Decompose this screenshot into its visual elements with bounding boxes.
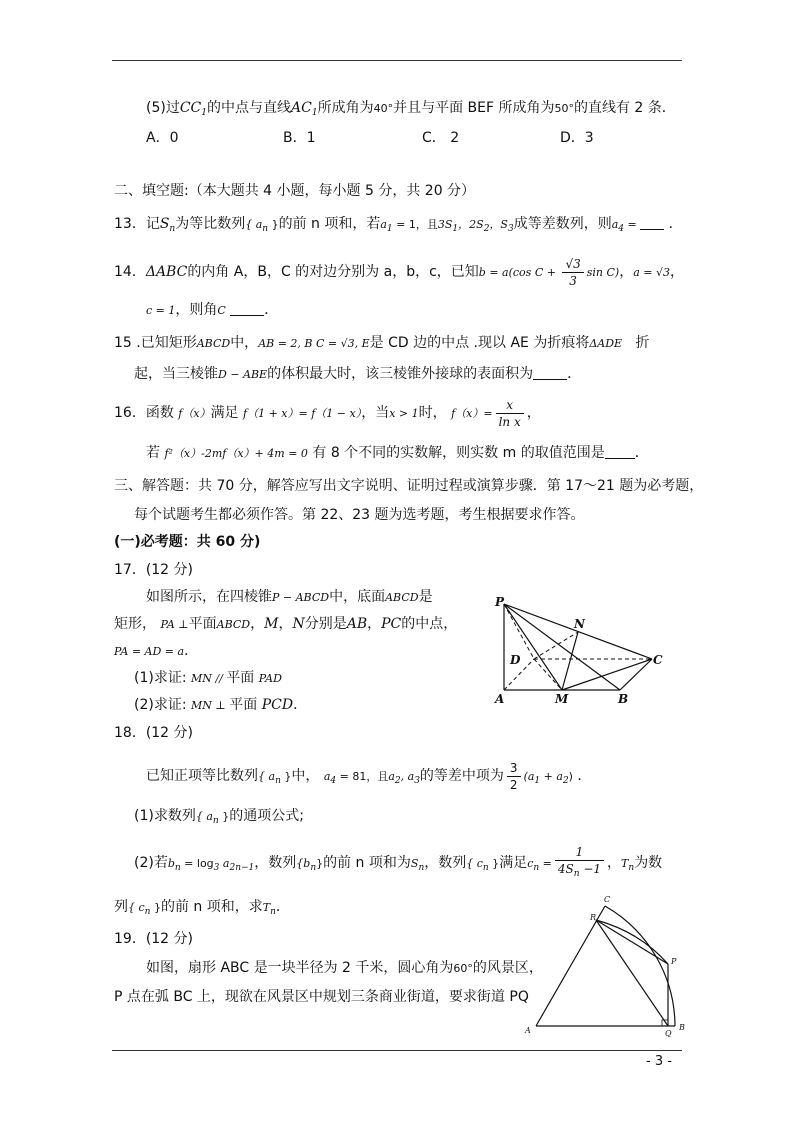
q14-fraction: $\frac{√3}{3}$ (562, 256, 583, 289)
section2-title: 二、填空题:（本大题共 4 小题，每小题 5 分，共 20 分） (114, 183, 476, 199)
header-rule (112, 60, 682, 61)
q18-cn-fraction: $\frac{1}{4S_n -1}$ (555, 844, 604, 882)
radius-ac (536, 906, 605, 1026)
edge-bc (620, 659, 652, 690)
q16-line-1: 16．函数 f（x）满足 f（1 + x）= f（1 − x），当x > 1时， f（x）= $\frac{x}{\text{ln x}}$ ， (114, 397, 541, 429)
label-c: C (604, 895, 611, 904)
label-b: B (618, 692, 629, 706)
edge-pb (504, 604, 620, 690)
label-d: D (510, 653, 521, 667)
q5-option-d: D．3 (560, 130, 594, 146)
q5-option-a: A．0 (146, 130, 179, 146)
label-r: R (590, 913, 597, 922)
label-a: A (495, 692, 505, 706)
section3-line-2: 每个试题考生都必须作答。第 22、23 题为选考题，考生根据要求作答。 (134, 507, 585, 523)
q14-answer-blank (230, 301, 264, 316)
q17-line-1: 如图所示，在四棱锥P − ABCD中，底面ABCD是 (146, 589, 433, 605)
label-q: Q (665, 1029, 672, 1037)
q16-answer-blank (605, 444, 635, 459)
q19-header: 19．(12 分) (114, 931, 194, 947)
q15-answer-blank (533, 365, 567, 380)
arc-bc (605, 906, 675, 1026)
q13-line: 13．记$S_n$为等比数列{ $a_n$ }的前 n 项和，若$a_1 = 1$，且$3S_1$，$2S_2$，$S_3$成等差数列，则$a_4$ = ． (114, 216, 683, 234)
q17-line-3: PA = AD = a． (114, 643, 199, 659)
label-a: A (525, 1026, 531, 1035)
label-p: P (495, 595, 505, 609)
label-b: B (679, 1023, 685, 1032)
q18-part-1: (1)求数列{ $a_n$ }的通项公式; (134, 808, 304, 826)
label-c: C (653, 653, 663, 667)
q18-line-1: 已知正项等比数列{ $a_n$ }中， $a_4 = 81$，且$a_2$, $a_3$的等差中项为 $\frac{3}{2}$ $(a_1 + a_2)$ ． (146, 760, 592, 792)
footer-rule (112, 1050, 682, 1051)
q16-line-2: 若 f²（x）-2mf（x）+ 4m = 0 有 8 个不同的实数解，则实数 m 的取值范围是 ． (146, 445, 649, 461)
q5-option-c: C． 2 (422, 130, 460, 146)
q17-pyramid-figure (490, 592, 680, 707)
q17-header: 17．(12 分) (114, 562, 194, 578)
q15-line-2: 起，当三棱锥D − ABE的体积最大时，该三棱锥外接球的表面积为 ． (134, 366, 582, 382)
edge-dm (534, 659, 562, 690)
q18-part-2: (2)若$b_n = \log_3 a_{2n-1}$，数列$\{b_n\}$的前 n 项和为$S_n$，数列{ $c_n$ }满足$c_n$ = $\frac{1}{4S_n -1}$ ，$T_n$为数 (134, 844, 662, 886)
q18-fraction: $\frac{3}{2}$ (507, 760, 521, 793)
required-title: (一)必考题：共 60 分) (114, 534, 261, 550)
label-n: N (574, 617, 585, 631)
section3-line-1: 三、解答题：共 70 分，解答应写出文字说明、证明过程或演算步骤．第 17～21 题为必考题， (114, 478, 704, 494)
q14-line-2: c = 1，则角C ． (146, 302, 279, 318)
q14-line-1: 14．ΔABC的内角 A，B，C 的对边分别为 a，b，c，已知b = a(cos C + $\frac{√3}{3}$ sin C)，a = √3， (114, 256, 684, 288)
q16-fraction: $\frac{x}{\text{ln x}}$ (496, 397, 524, 430)
edge-pd (504, 604, 534, 659)
edge-pc (504, 604, 652, 659)
q17-line-2: 矩形， PA ⊥平面ABCD，M，N分别是AB，PC的中点， (114, 616, 458, 632)
q17-part-2: (2)求证: MN ⊥ 平面 PCD． (134, 697, 308, 713)
segment-rq (596, 920, 668, 1026)
label-p: P (671, 957, 677, 966)
q13-answer-blank (640, 215, 664, 230)
q18-header: 18．(12 分) (114, 725, 194, 741)
edge-mc (562, 659, 652, 690)
q19-sector-figure (520, 892, 690, 1037)
q5-line: (5)过$CC_1$的中点与直线$AC_1$所成角为40°并且与平面 BEF 所成角为50°的直线有 2 条． (146, 100, 676, 118)
q19-line-1: 如图，扇形 ABC 是一块半径为 2 千米，圆心角为60°的风景区， (146, 960, 543, 976)
q18-part-2-cont: 列{ $c_n$ }的前 n 项和，求$T_n$． (114, 899, 290, 917)
page-number: - 3 - (646, 1054, 672, 1069)
label-m: M (555, 692, 569, 706)
q17-part-1: (1)求证: MN // 平面 PAD (134, 670, 282, 686)
q5-option-b: B．1 (283, 130, 316, 146)
q15-line-1: 15 .已知矩形ABCD中，AB = 2, B C = √3, E是 CD 边的中点 .现以 AE 为折痕将ΔADE 折 (114, 335, 650, 351)
q19-line-2: P 点在弧 BC 上，现欲在风景区中规划三条商业街道，要求街道 PQ (114, 989, 529, 1005)
